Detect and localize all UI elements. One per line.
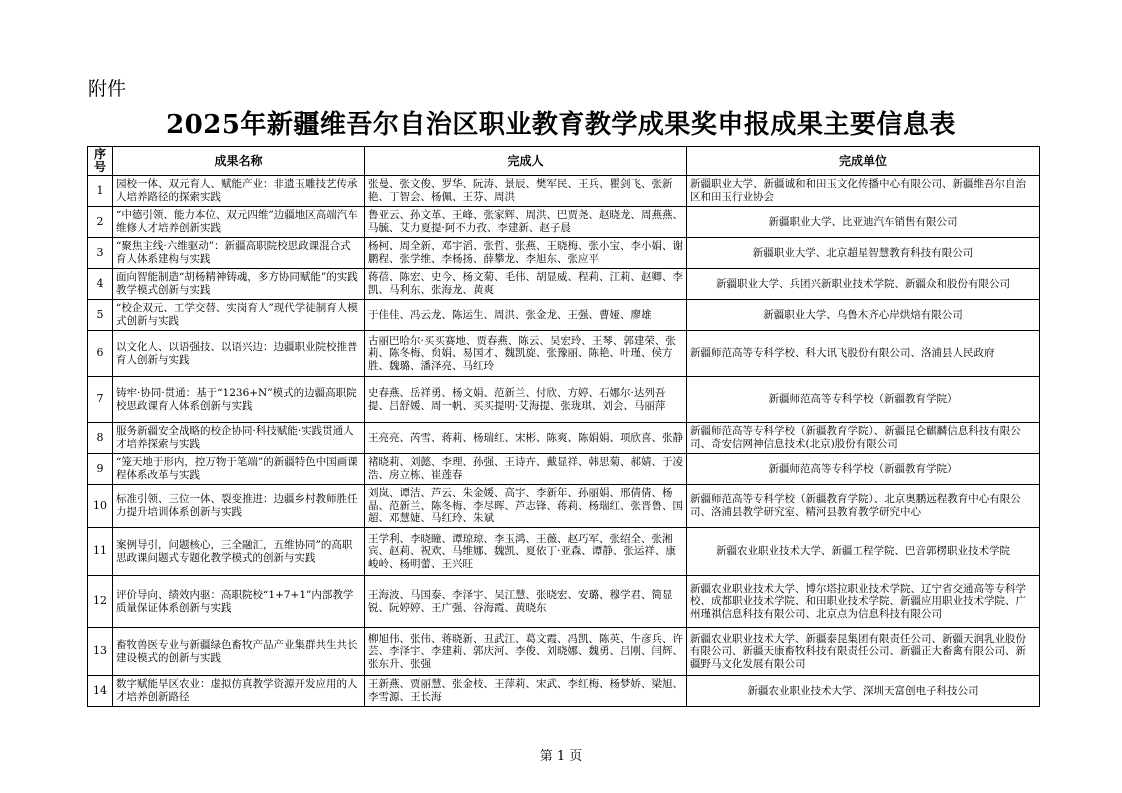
cell-name: 以文化人、以语强技、以语兴边：边疆职业院校推普育人创新与实践: [113, 331, 365, 377]
table-row: [88, 676, 1040, 707]
page-title: 2025年新疆维吾尔自治区职业教育教学成果奖申报成果主要信息表: [166, 110, 956, 140]
cell-name: 面向智能制造“胡杨精神铸魂，多方协同赋能”的实践教学模式创新与实践: [113, 269, 365, 300]
cell-name: 服务新疆安全战略的校企协同·科技赋能·实践贯通人才培养探索与实践: [113, 423, 365, 454]
info-table: [87, 146, 1040, 707]
cell-name: 畜牧兽医专业与新疆绿色畜牧产品产业集群共生共长建设模式的创新与实践: [113, 628, 365, 676]
cell-no: 3: [88, 238, 113, 269]
cell-no: 12: [88, 576, 113, 628]
header-units: 完成单位: [687, 147, 1040, 176]
cell-no: 5: [88, 300, 113, 331]
cell-name: “聚焦主线·六维驱动”：新疆高职院校思政课混合式育人体系建构与实践: [113, 238, 365, 269]
cell-people: 刘岚、谭洁、芦云、朱金媛、高宇、李新年、孙丽娟、邢倩倩、杨晶、范新兰、陈冬梅、李尽晖、芦志锋、蒋莉、杨瑞红、张晋鲁、国超、邓慧婕、马红玲、朱斌: [365, 485, 687, 528]
table-row: [88, 528, 1040, 576]
cell-people: 蒋蓓、陈宏、史今、杨文菊、毛伟、胡显威、程莉、江莉、赵卿、李凯、马利东、张海龙、黄爽: [365, 269, 687, 300]
cell-people: 柳旭伟、张伟、蒋晓新、丑武江、葛文霞、冯凯、陈英、牛彦兵、许芸、李泽宇、李建莉、郭庆河、李俊、刘晓娜、魏勇、吕刚、闫辉、张东升、张强: [365, 628, 687, 676]
cell-no: 9: [88, 454, 113, 485]
cell-units: 新疆农业职业技术大学、新疆泰昆集团有限责任公司、新疆天润乳业股份有限公司、新疆天康畜牧科技有限责任公司、新疆正大畜禽有限公司、新疆野马文化发展有限公司: [687, 628, 1040, 676]
cell-units: 新疆职业大学、新疆诚和和田玉文化传播中心有限公司、新疆维吾尔自治区和田玉行业协会: [687, 176, 1040, 207]
cell-no: 6: [88, 331, 113, 377]
table-row: [88, 576, 1040, 628]
cell-name: 案例导引，问题核心，三全融汇，五维协同”的高职思政课问题式专题化教学模式的创新与实践: [113, 528, 365, 576]
cell-people: 古丽巴哈尔·买买赛地、贾春燕、陈云、吴宏玲、王琴、郭建荣、张莉、陈冬梅、贠娟、易国才、魏凯旋、张豫丽、陈艳、叶瑾、侯方胜、魏璐、潘泽亮、马红玲: [365, 331, 687, 377]
cell-name: 标准引领、三位一体、裂变推进：边疆乡村教师胜任力提升培训体系创新与实践: [113, 485, 365, 528]
cell-people: 褚晓莉、刘懿、李理、孙强、王诗卉、戴显祥、韩思菊、郝婧、于凌浩、房立栋、崔莲春: [365, 454, 687, 485]
cell-units: 新疆师范高等专科学校（新疆教育学院）、北京奥鹏远程教育中心有限公司、洛浦县教学研究室、精河县教育教学研究中心: [687, 485, 1040, 528]
cell-people: 王海波、马国泰、李泽宇、吴江慧、张晓宏、安璐、穆学君、简显锐、阮婷婷、王广强、谷海霞、黄晓东: [365, 576, 687, 628]
cell-no: 10: [88, 485, 113, 528]
cell-people: 杨柯、周全新、邓宇滔、张哲、张燕、王晓梅、张小宝、李小娟、谢鹏程、张学维、李杨扬、薛攀龙、李旭东、张应平: [365, 238, 687, 269]
cell-units: 新疆师范高等专科学校（新疆教育学院）、新疆昆仑麒麟信息科技有限公司、奇安信网神信息技术(北京)股份有限公司: [687, 423, 1040, 454]
table-row: [88, 207, 1040, 238]
cell-people: 于佳佳、冯云龙、陈运生、周洪、张金龙、王强、曹娅、廖雄: [365, 300, 687, 331]
cell-no: 1: [88, 176, 113, 207]
cell-units: 新疆职业大学、兵团兴新职业技术学院、新疆众和股份有限公司: [687, 269, 1040, 300]
cell-units: 新疆职业大学、北京超星智慧教育科技有限公司: [687, 238, 1040, 269]
header-no: 序号: [88, 147, 113, 176]
cell-name: “中德引领、能力本位、双元四维”边疆地区高端汽车维修人才培养创新实践: [113, 207, 365, 238]
cell-no: 13: [88, 628, 113, 676]
cell-no: 4: [88, 269, 113, 300]
cell-name: 铸牢·协同·贯通：基于“1236+N”模式的边疆高职院校思政课育人体系创新与实践: [113, 377, 365, 423]
cell-name: 园校一体、双元育人、赋能产业：非遗玉雕技艺传承人培养路径的探索实践: [113, 176, 365, 207]
table-row: [88, 423, 1040, 454]
cell-name: “校企双元、工学交替、实岗育人”现代学徒制育人模式创新与实践: [113, 300, 365, 331]
cell-units: 新疆职业大学、比亚迪汽车销售有限公司: [687, 207, 1040, 238]
cell-units: 新疆农业职业技术大学、新疆工程学院、巴音郭楞职业技术学院: [687, 528, 1040, 576]
cell-name: “笼天地于形内，控万物于笔端”的新疆特色中国画课程体系改革与实践: [113, 454, 365, 485]
table-row: [88, 331, 1040, 377]
table-header-row: [88, 147, 1040, 176]
cell-no: 11: [88, 528, 113, 576]
cell-units: 新疆职业大学、乌鲁木齐心岸烘焙有限公司: [687, 300, 1040, 331]
table-row: [88, 269, 1040, 300]
table-row: [88, 485, 1040, 528]
cell-no: 14: [88, 676, 113, 707]
table-row: [88, 176, 1040, 207]
attachment-label: 附件: [88, 78, 127, 100]
cell-people: 王新燕、贾丽慧、张金枝、王萍莉、宋武、李红梅、杨梦娇、梁旭、李雪源、王长海: [365, 676, 687, 707]
table-row: [88, 377, 1040, 423]
cell-units: 新疆师范高等专科学校、科大讯飞股份有限公司、洛浦县人民政府: [687, 331, 1040, 377]
table-row: [88, 300, 1040, 331]
cell-no: 2: [88, 207, 113, 238]
cell-units: 新疆师范高等专科学校（新疆教育学院）: [687, 454, 1040, 485]
table-row: [88, 454, 1040, 485]
table-row: [88, 628, 1040, 676]
cell-people: 鲁亚云、孙文革、王峰、张家辉、周洪、巴贾尧、赵晓龙、周燕燕、马毓、艾力夏提·阿不力孜、李建新、赵子晨: [365, 207, 687, 238]
header-people: 完成人: [365, 147, 687, 176]
cell-people: 王亮亮、芮雪、蒋莉、杨瑞红、宋彬、陈爽、陈娟娟、项欣喜、张静: [365, 423, 687, 454]
cell-people: 张曼、张文俊、罗华、阮涛、景辰、樊军民、王兵、瞿剑飞、张新艳、丁智会、杨佩、王芬、周洪: [365, 176, 687, 207]
page-number: 第 1 页: [539, 749, 583, 764]
cell-units: 新疆师范高等专科学校（新疆教育学院）: [687, 377, 1040, 423]
cell-name: 评价导向、绩效内驱：高职院校“1+7+1”内部教学质量保证体系创新与实践: [113, 576, 365, 628]
cell-people: 王学利、李晓瞳、谭琼琼、李玉鸿、王薇、赵巧军、张绍全、张湘宾、赵莉、祝欢、马维娜、魏凯、夏依丁·亚森、谭静、张运祥、康峻岭、杨明蕾、王兴旺: [365, 528, 687, 576]
cell-no: 8: [88, 423, 113, 454]
cell-units: 新疆农业职业技术大学、深圳天富创电子科技公司: [687, 676, 1040, 707]
cell-units: 新疆农业职业技术大学、博尔塔拉职业技术学院、辽宁省交通高等专科学校、成都职业技术学院、和田职业技术学院、新疆应用职业技术学院、广州瑾祺信息科技有限公司、北京点为信息科技有限公司: [687, 576, 1040, 628]
cell-name: 数字赋能旱区农业：虚拟仿真教学资源开发应用的人才培养创新路径: [113, 676, 365, 707]
cell-no: 7: [88, 377, 113, 423]
cell-people: 史春燕、岳祥勇、杨文娟、范新兰、付欣、方婷、石娜尔·达列吾提、吕舒媛、周一帆、买买提明·艾海提、张珑琪、刘会、马丽萍: [365, 377, 687, 423]
header-name: 成果名称: [113, 147, 365, 176]
table-row: [88, 238, 1040, 269]
